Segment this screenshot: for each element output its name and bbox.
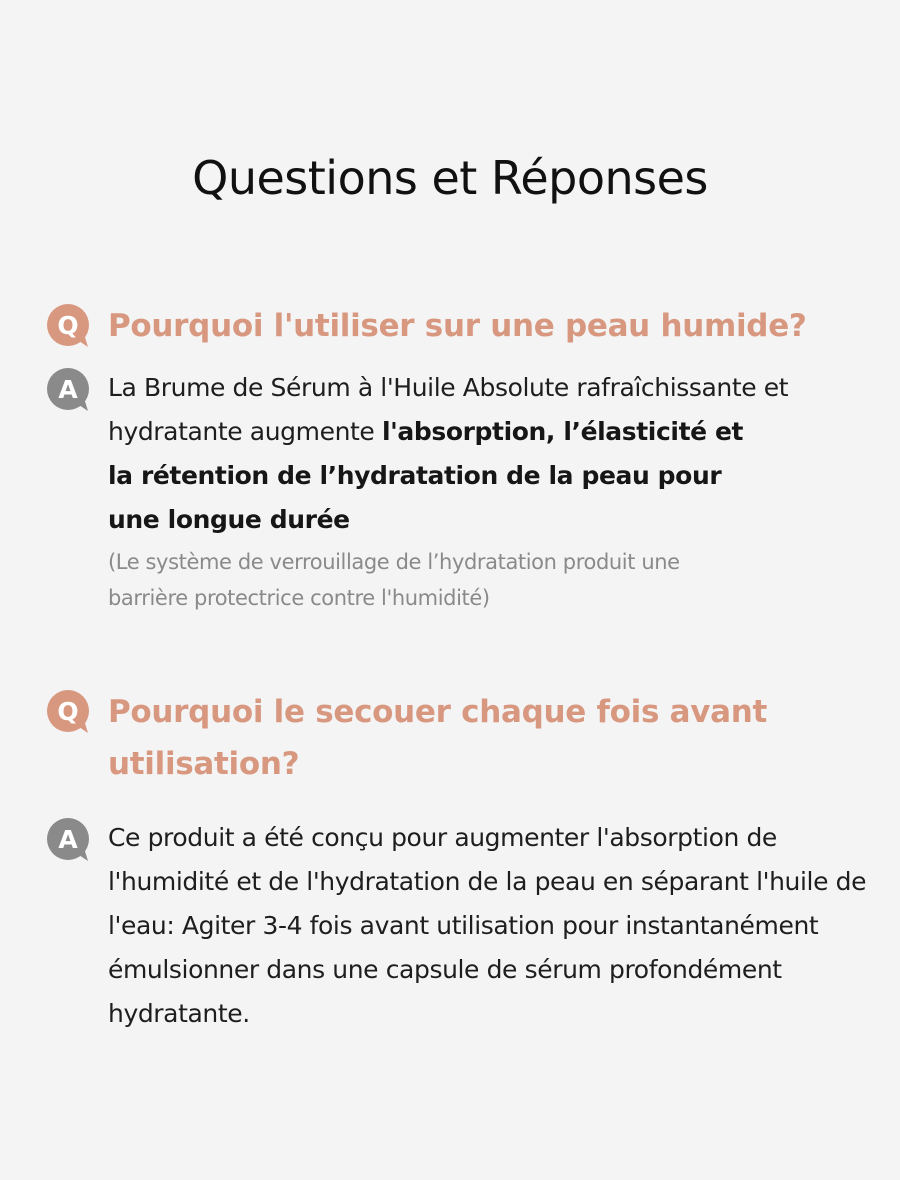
question-badge-letter: Q	[57, 697, 79, 726]
question-row	[46, 300, 876, 352]
qa-item	[46, 686, 876, 1036]
question-text: Pourquoi l'utiliser sur une peau humide?	[108, 308, 807, 344]
question-bubble-icon	[46, 689, 92, 735]
qa-item	[46, 300, 876, 616]
answer-bold-text: une longue durée	[108, 505, 350, 534]
question-text: Pourquoi le secouer chaque fois avant utilisation?	[108, 694, 768, 782]
question-bubble-icon	[46, 303, 92, 349]
answer-badge-letter: A	[58, 825, 78, 854]
answer-badge-letter: A	[58, 375, 78, 404]
answer-note	[108, 544, 876, 616]
answer-bubble-icon	[46, 367, 92, 413]
answer-note-line: barrière protectrice contre l'humidité)	[108, 586, 490, 610]
answer-text	[108, 366, 876, 542]
answer-bubble-icon	[46, 817, 92, 863]
answer-row	[46, 816, 876, 1036]
answer-text: Ce produit a été conçu pour augmenter l'absorption de l'humidité et de l'hydratation de la peau en séparant l'huile de l'eau: Agiter 3-4 fois avant utilisation pour instantanément émulsionner dans une capsule de sérum profondément hydratante.	[108, 823, 867, 1028]
answer-note-line: (Le système de verrouillage de l’hydratation produit une	[108, 550, 680, 574]
answer-bold-text: l'absorption, l’élasticité et	[381, 417, 744, 446]
question-badge-letter: Q	[57, 311, 79, 340]
answer-row	[46, 366, 876, 616]
answer-plain-text: La Brume de Sérum à l'Huile Absolute rafraîchissante et hydratante augmente	[108, 373, 789, 446]
page-title: Questions et Réponses	[192, 151, 708, 205]
question-row	[46, 686, 876, 790]
answer-bold-text: la rétention de l’hydratation de la peau pour	[108, 461, 722, 490]
